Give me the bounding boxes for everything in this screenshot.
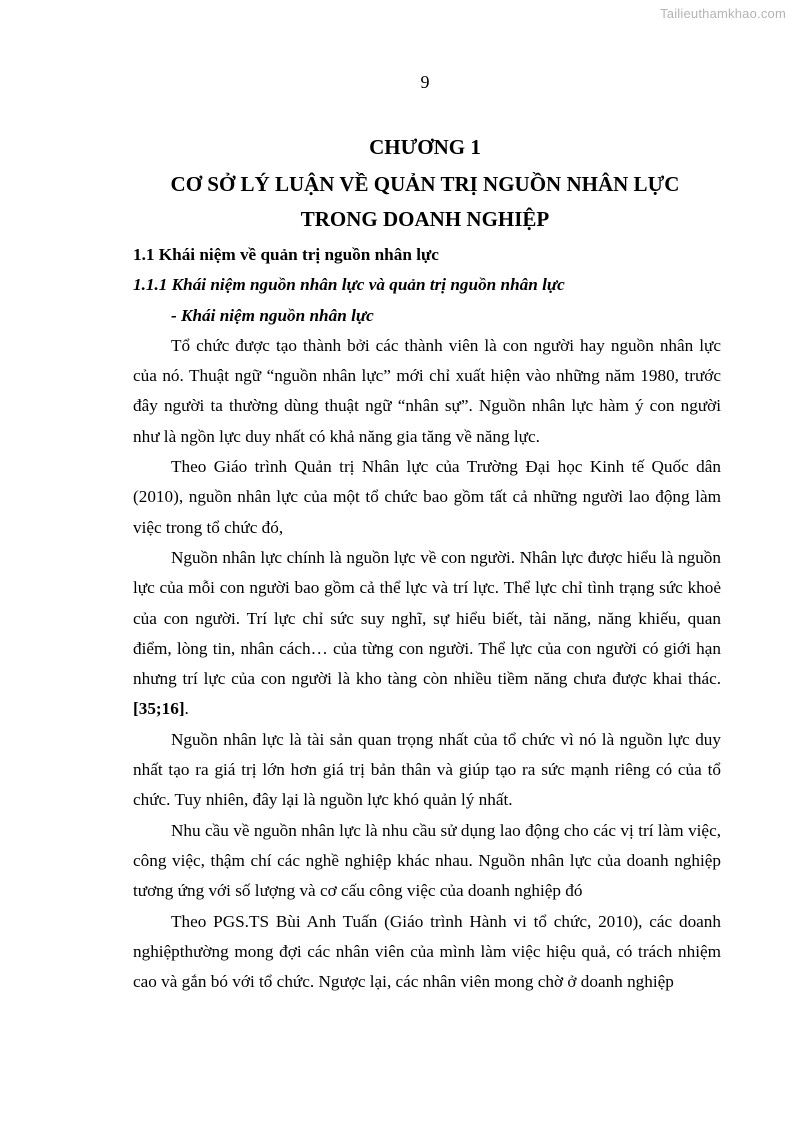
chapter-number: CHƯƠNG 1 <box>369 135 481 159</box>
paragraph: Tổ chức được tạo thành bởi các thành viên là con người hay nguồn nhân lực của nó. Thuật ngữ “nguồn nhân lực” mới chỉ xuất hiện vào những năm 1980, trước đây người ta thường dùng thuật ngữ “nhân sự”. Nguồn nhân lực hàm ý con người như là ngồn lực duy nhất có khả năng gia tăng về năng lực. <box>133 335 721 446</box>
chapter-title-line-1: CƠ SỞ LÝ LUẬN VỀ QUẢN TRỊ NGUỒN NHÂN LỰC <box>170 172 680 196</box>
item-heading: - Khái niệm nguồn nhân lực <box>171 305 374 325</box>
subsection-heading: 1.1.1 Khái niệm nguồn nhân lực và quản trị nguồn nhân lực <box>133 275 565 295</box>
paragraph: Theo PGS.TS Bùi Anh Tuấn (Giáo trình Hành vi tổ chức, 2010), các doanh nghiệpthường mong đợi các nhân viên của mình làm việc hiệu quả, có trách nhiệm cao và gắn bó với tổ chức. Ngược lại, các nhân viên mong chờ ở doanh nghiệp <box>133 911 721 992</box>
paragraph: Nhu cầu về nguồn nhân lực là nhu cầu sử dụng lao động cho các vị trí làm việc, công việc, thậm chí các nghề nghiệp khác nhau. Nguồn nhân lực của doanh nghiệp tương ứng với số lượng và cơ cấu công việc của doanh nghiệp đó <box>133 820 721 901</box>
section-heading: 1.1 Khái niệm về quản trị nguồn nhân lực <box>133 245 439 264</box>
page-number: 9 <box>420 72 430 92</box>
paragraph: Theo Giáo trình Quản trị Nhân lực của Trường Đại học Kinh tế Quốc dân (2010), nguồn nhân lực của một tổ chức bao gồm tất cả những người lao động làm việc trong tổ chức đó, <box>133 457 721 537</box>
watermark: Tailieuthamkhao.com <box>660 6 786 21</box>
document-body <box>133 240 721 997</box>
paragraph: Nguồn nhân lực là tài sản quan trọng nhất của tổ chức vì nó là nguồn lực duy nhất tạo ra giá trị lớn hơn giá trị bản thân và giúp tạo ra sức mạnh riêng có của tổ chức. Tuy nhiên, đây lại là nguồn lực khó quản lý nhất. <box>133 729 721 810</box>
citation: [35;16] <box>133 699 185 719</box>
paragraph <box>133 543 721 725</box>
paragraph-text: Nguồn nhân lực chính là nguồn lực về con người. Nhân lực được hiểu là nguồn lực của mỗi con người bao gồm cả thể lực và trí lực. Thể lực chỉ tình trạng sức khoẻ của con người. Trí lực chỉ sức suy nghĩ, sự hiểu biết, tài năng, năng khiếu, quan điểm, lòng tin, nhân cách… của từng con người. Thể lực của con người có giới hạn nhưng trí lực của con người là kho tàng còn nhiều tiềm năng chưa được khai thác. <box>133 547 721 689</box>
chapter-title-line-2: TRONG DOANH NGHIỆP <box>300 207 550 231</box>
paragraph-end: . <box>184 699 189 719</box>
